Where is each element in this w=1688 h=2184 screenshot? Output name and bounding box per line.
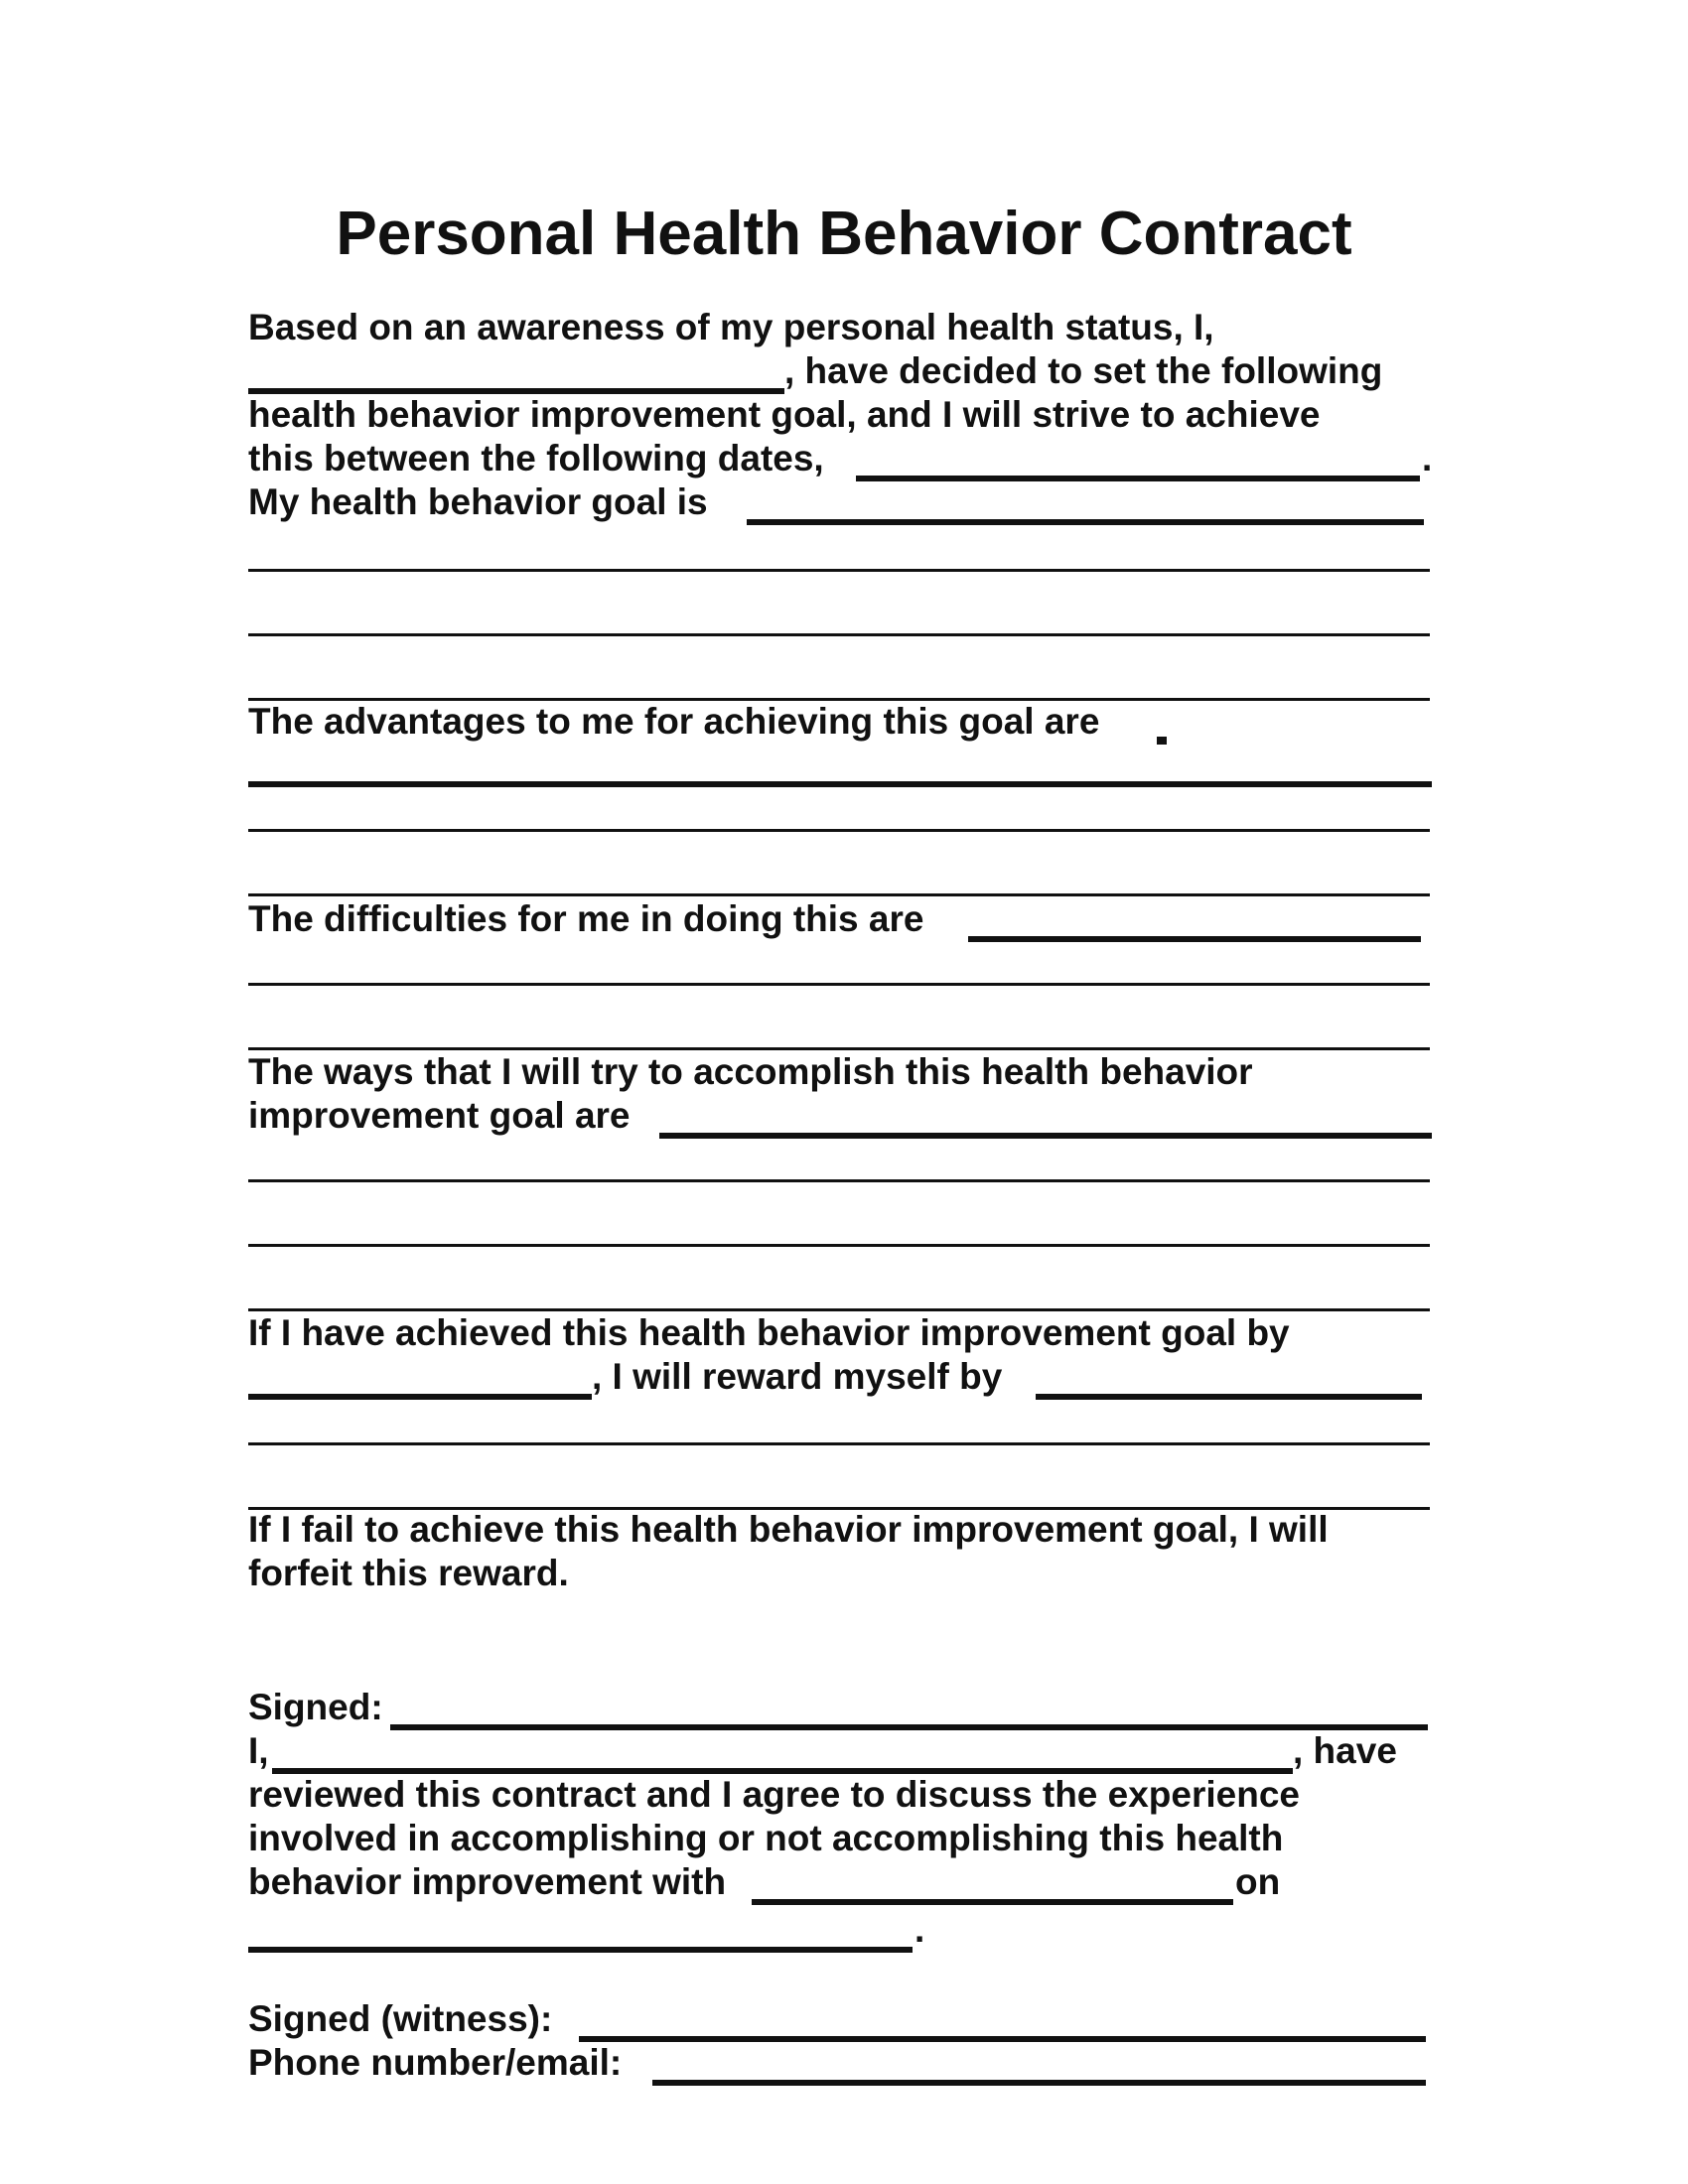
intro-line-1: Based on an awareness of my personal health status, I, <box>248 307 1214 347</box>
page-title: Personal Health Behavior Contract <box>336 200 1352 268</box>
ways-blank[interactable] <box>659 1133 1432 1139</box>
difficulties-blank[interactable] <box>968 936 1421 942</box>
phone-label: Phone number/email: <box>248 2042 623 2083</box>
advantages-blank-mark <box>1157 737 1167 745</box>
intro-line-3: health behavior improvement goal, and I will strive to achieve <box>248 394 1321 435</box>
reward-line-2: , I will reward myself by <box>592 1356 1003 1397</box>
advantages-line-1[interactable] <box>248 829 1430 832</box>
witness-signature-blank[interactable] <box>579 2036 1426 2042</box>
intro-line-4: this between the following dates, <box>248 438 824 478</box>
review-have: , have <box>1293 1730 1397 1771</box>
advantages-label: The advantages to me for achieving this goal are <box>248 701 1100 742</box>
forfeit-line-1: If I fail to achieve this health behavior improvement goal, I will <box>248 1509 1329 1550</box>
review-i-prefix: I, <box>248 1730 269 1771</box>
discuss-date-blank[interactable] <box>248 1947 913 1953</box>
reward-date-blank[interactable] <box>248 1394 592 1400</box>
difficulties-line-1[interactable] <box>248 983 1430 986</box>
review-period: . <box>914 1909 925 1950</box>
reward-line-a[interactable] <box>248 1442 1430 1445</box>
witness-label: Signed (witness): <box>248 1998 553 2039</box>
reward-line-1: If I have achieved this health behavior improvement goal by <box>248 1312 1290 1353</box>
intro-line-4-period: . <box>1422 438 1433 478</box>
signed-label: Signed: <box>248 1687 383 1727</box>
signature-blank[interactable] <box>390 1724 1428 1730</box>
intro-line-2: , have decided to set the following <box>784 350 1383 391</box>
review-line-4: behavior improvement with <box>248 1861 727 1902</box>
phone-email-blank[interactable] <box>652 2080 1426 2086</box>
discuss-with-blank[interactable] <box>752 1899 1233 1905</box>
difficulties-label: The difficulties for me in doing this are <box>248 898 924 939</box>
review-line-3: involved in accomplishing or not accomplishing this health <box>248 1818 1284 1858</box>
goal-blank[interactable] <box>747 519 1424 525</box>
review-on: on <box>1235 1861 1281 1902</box>
forfeit-line-2: forfeit this reward. <box>248 1553 569 1593</box>
dates-blank[interactable] <box>856 476 1420 481</box>
goal-label: My health behavior goal is <box>248 481 708 522</box>
reward-blank[interactable] <box>1036 1394 1422 1400</box>
goal-line-1[interactable] <box>248 569 1430 572</box>
advantages-blank[interactable] <box>248 781 1432 787</box>
ways-line-1: The ways that I will try to accomplish this health behavior <box>248 1051 1253 1092</box>
ways-line-2: improvement goal are <box>248 1095 631 1136</box>
ways-line-b[interactable] <box>248 1244 1430 1247</box>
review-line-2: reviewed this contract and I agree to discuss the experience <box>248 1774 1300 1815</box>
advantages-line-2[interactable] <box>248 893 1430 896</box>
goal-line-2[interactable] <box>248 633 1430 636</box>
ways-line-a[interactable] <box>248 1179 1430 1182</box>
